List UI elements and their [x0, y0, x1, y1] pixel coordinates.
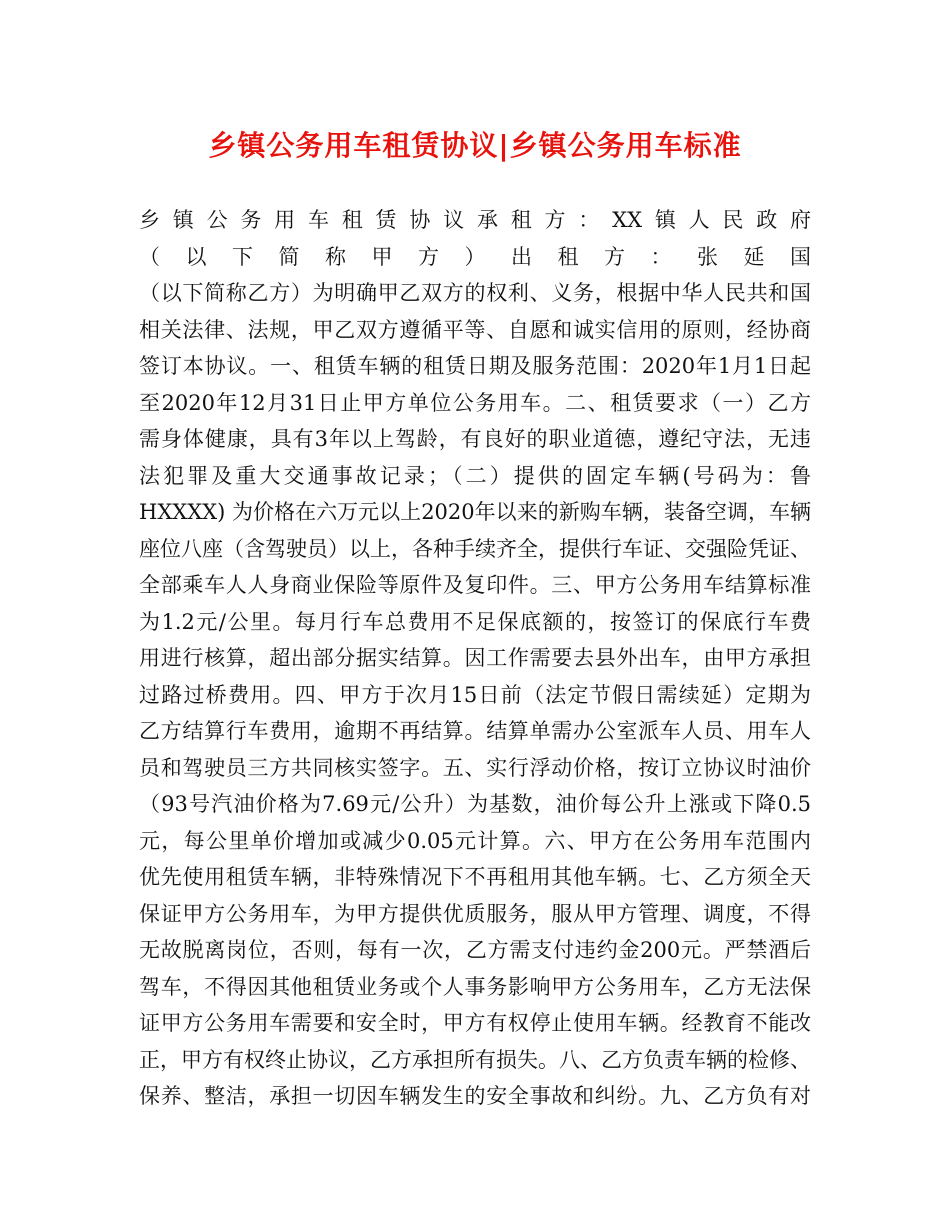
body-line: 元，每公里单价增加或减少0.05元计算。六、甲方在公务用车范围内	[139, 828, 811, 853]
body-line: 法犯罪及重大交通事故记录；（二）提供的固定车辆(号码为：鲁	[139, 463, 811, 488]
document-title: 乡镇公务用车租赁协议|乡镇公务用车标准	[208, 129, 742, 162]
body-line: （以下简称乙方）为明确甲乙双方的权利、义务，根据中华人民共和国	[139, 281, 811, 305]
body-line: 员和驾驶员三方共同核实签字。五、实行浮动价格，按订立协议时油价	[139, 755, 811, 780]
body-line: 过路过桥费用。四、甲方于次月15日前（法定节假日需续延）定期为	[139, 682, 811, 707]
body-line: 乡镇公务用车租赁协议承租方：XX镇人民政府	[139, 208, 811, 232]
body-line: 相关法律、法规，甲乙双方遵循平等、自愿和诚实信用的原则，经协商	[139, 317, 811, 342]
body-line: 驾车，不得因其他租赁业务或个人事务影响甲方公务用车，乙方无法保	[139, 974, 811, 999]
body-line: （以下简称甲方）出租方：张延国	[139, 244, 811, 269]
body-line: 座位八座（含驾驶员）以上，各种手续齐全，提供行车证、交强险凭证、	[139, 536, 811, 561]
document-body	[139, 202, 811, 1115]
body-line: 保证甲方公务用车，为甲方提供优质服务，服从甲方管理、调度，不得	[139, 901, 811, 926]
body-line: 保养、整洁，承担一切因车辆发生的安全事故和纠纷。九、乙方负有对	[139, 1084, 811, 1108]
body-line: 证甲方公务用车需要和安全时，甲方有权停止使用车辆。经教育不能改	[139, 1011, 811, 1035]
body-line: 正，甲方有权终止协议，乙方承担所有损失。八、乙方负责车辆的检修、	[139, 1047, 811, 1072]
body-line: 用进行核算，超出部分据实结算。因工作需要去县外出车，由甲方承担	[139, 646, 811, 670]
body-line: 签订本协议。一、租赁车辆的租赁日期及服务范围：2020年1月1日起	[139, 354, 811, 378]
body-line: 为1.2元/公里。每月行车总费用不足保底额的，按签订的保底行车费	[139, 609, 811, 634]
body-line: 无故脱离岗位，否则，每有一次，乙方需支付违约金200元。严禁酒后	[139, 938, 811, 962]
body-line: 全部乘车人人身商业保险等原件及复印件。三、甲方公务用车结算标准	[139, 573, 811, 597]
body-line: 乙方结算行车费用，逾期不再结算。结算单需办公室派车人员、用车人	[139, 719, 811, 743]
body-line: 需身体健康，具有3年以上驾龄，有良好的职业道德，遵纪守法，无违	[139, 427, 811, 451]
body-line: （93号汽油价格为7.69元/公升）为基数，油价每公升上涨或下降0.5	[139, 792, 811, 816]
body-line: HXXXX) 为价格在六万元以上2020年以来的新购车辆，装备空调，车辆	[139, 500, 811, 524]
body-line: 至2020年12月31日止甲方单位公务用车。二、租赁要求（一）乙方	[139, 390, 811, 415]
body-line: 优先使用租赁车辆，非特殊情况下不再租用其他车辆。七、乙方须全天	[139, 865, 811, 889]
